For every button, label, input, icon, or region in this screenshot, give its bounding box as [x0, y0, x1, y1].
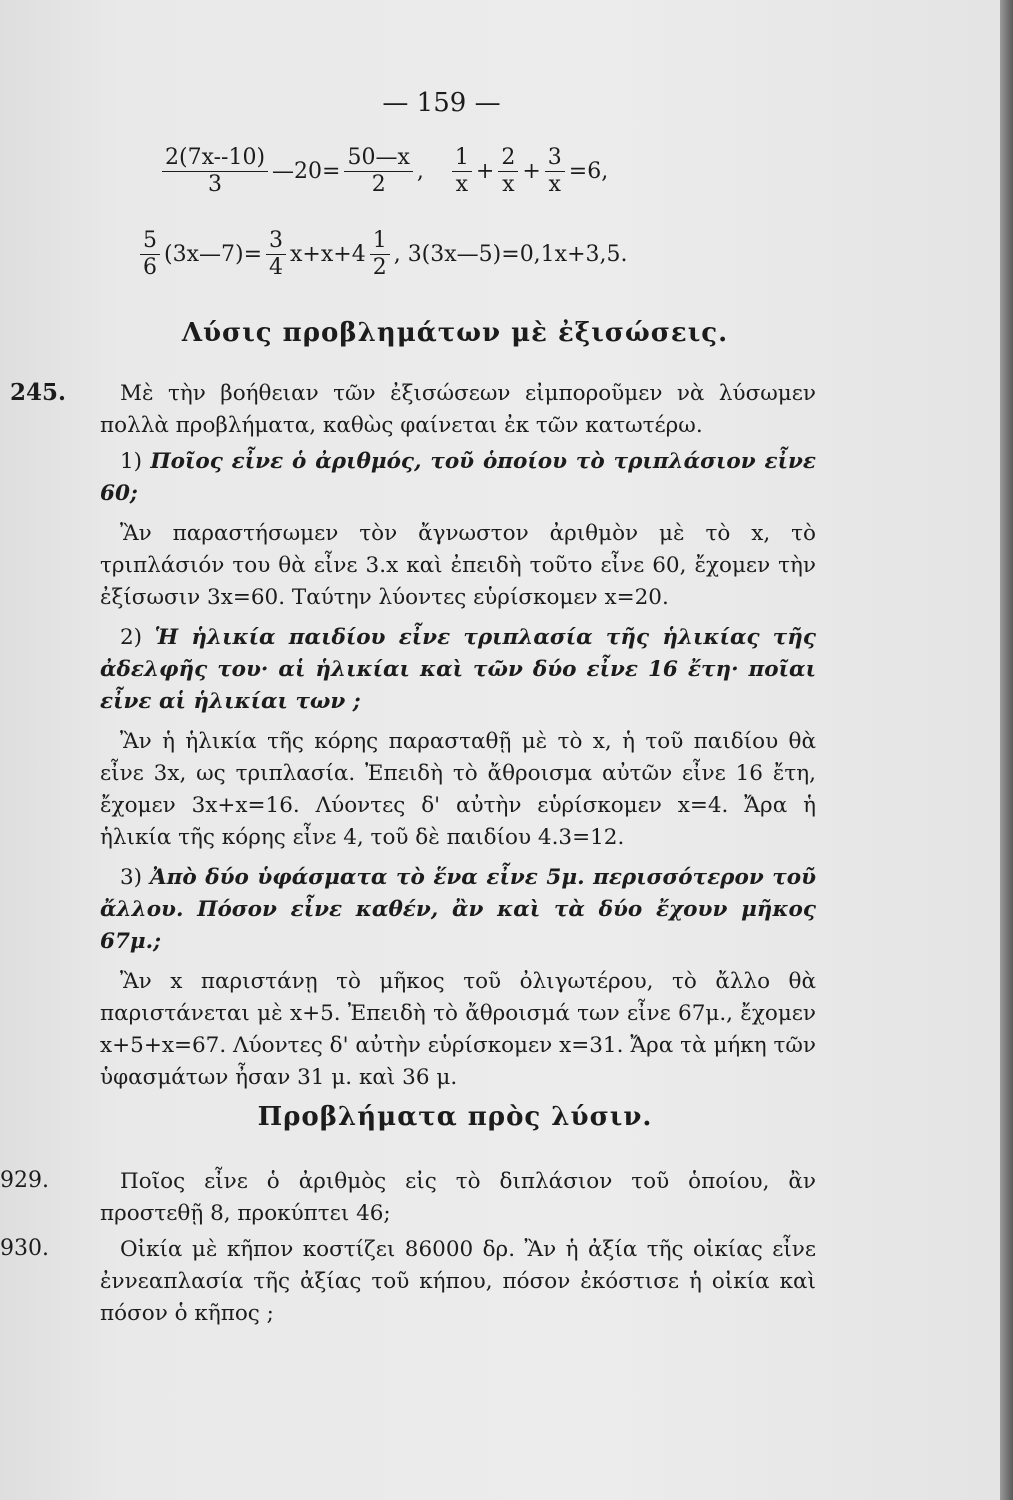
page-number: — 159 — — [382, 88, 501, 118]
fraction: $\frac{1}{x}$ — [452, 145, 472, 198]
problem-1-question: 1) Ποῖος εἶνε ὁ ἀριθμός, τοῦ ὁποίου τὸ τριπλάσιον εἶνε 60; — [100, 449, 816, 506]
problem-3-question: 3) Ἀπὸ δύο ὑφάσματα τὸ ἕνα εἶνε 5μ. περισσότερον τοῦ ἄλλου. Πόσον εἶνε καθέν, ἂν καὶ τὰ δύο ἔχουν μῆκος 67μ.; — [100, 865, 816, 954]
exercises-heading: Προβλήματα πρὸς λύσιν. — [257, 1102, 653, 1132]
problem-2-solution: Ἂν ἡ ἡλικία τῆς κόρης παρασταθῇ μὲ τὸ x, ἡ τοῦ παιδίου θὰ εἶνε 3x, ως τριπλασία. Ἐπειδὴ τὸ ἄθροισμα αὐτῶν εἶνε 16 ἔτη, ἔχομεν 3x+x=16. Λύοντες δ' αὐτὴν εὑρίσκομεν x=4. Ἄρα ἡ ἡλικία τῆς κόρης εἶνε 4, τοῦ δὲ παιδίου 4.3=12. — [100, 729, 816, 850]
intro-paragraph: Μὲ τὴν βοήθειαν τῶν ἐξισώσεων εἰμποροῦμεν νὰ λύσωμεν πολλὰ προβλήματα, καθὼς φαίνεται ἐκ τῶν κατωτέρω. — [100, 381, 816, 438]
section-heading: Λύσις προβλημάτων μὲ ἐξισώσεις. — [181, 318, 729, 348]
equation-row-2: $\frac{5}{6}$ (3x—7)= $\frac{3}{4}$ x+x+4 $\frac{1}{2}$ , 3(3x—5)=0,1x+3,5. — [138, 228, 630, 281]
fraction: $\frac{2}{x}$ — [498, 145, 518, 198]
problem-3-solution: Ἂν x παριστάνῃ τὸ μῆκος τοῦ ὀλιγωτέρου, τὸ ἄλλο θὰ παριστάνεται μὲ x+5. Ἐπειδὴ τὸ ἄθροισμά των εἶνε 67μ., ἔχομεν x+5+x=67. Λύοντες δ' αὐτὴν εὑρίσκομεν x=31. Ἄρα τὰ μήκη τῶν ὑφασμάτων ἦσαν 31 μ. καὶ 36 μ. — [100, 969, 816, 1090]
fraction: $\frac{3}{x}$ — [545, 145, 565, 198]
section-number: 245. — [10, 379, 67, 406]
fraction: $\frac{50—x}{2}$ — [344, 145, 412, 198]
exercise-930: Οἰκία μὲ κῆπον κοστίζει 86000 δρ. Ἂν ἡ ἀξία τῆς οἰκίας εἶνε ἐννεαπλασία τῆς ἀξίας τοῦ κήπου, πόσον ἐκόστισε ἡ οἰκία καὶ πόσον ὁ κῆπος ; — [100, 1237, 816, 1326]
equation-row-1: $\frac{2(7x--10)}{3}$ —20= $\frac{50—x}{2}$ , $\frac{1}{x}$ + $\frac{2}{x}$ + $\frac{3}{x}$ =6, — [160, 145, 610, 198]
fraction: $\frac{1}{2}$ — [370, 228, 390, 281]
fraction: $\frac{2(7x--10)}{3}$ — [162, 145, 268, 198]
exercise-929: Ποῖος εἶνε ὁ ἀριθμὸς εἰς τὸ διπλάσιον τοῦ ὁποίου, ἂν προστεθῇ 8, προκύπτει 46; — [100, 1169, 816, 1226]
fraction: $\frac{3}{4}$ — [266, 228, 286, 281]
exercise-number: 929. — [0, 1168, 49, 1193]
fraction: $\frac{5}{6}$ — [140, 228, 160, 281]
problem-1-solution: Ἂν παραστήσωμεν τὸν ἄγνωστον ἀριθμὸν μὲ τὸ x, τὸ τριπλάσιόν του θὰ εἶνε 3.x καὶ ἐπειδὴ τοῦτο εἶνε 60, ἔχομεν τὴν ἐξίσωσιν 3x=60. Ταύτην λύοντες εὑρίσκομεν x=20. — [100, 521, 816, 610]
page-edge-shadow — [1000, 0, 1013, 1500]
main-text — [100, 378, 816, 1094]
problem-2-question: 2) Ἡ ἡλικία παιδίου εἶνε τριπλασία τῆς ἡλικίας τῆς ἀδελφῆς του· αἱ ἡλικίαι καὶ τῶν δύο εἶνε 16 ἔτη· ποῖαι εἶνε αἱ ἡλικίαι των ; — [100, 625, 816, 714]
exercise-number: 930. — [0, 1236, 49, 1261]
